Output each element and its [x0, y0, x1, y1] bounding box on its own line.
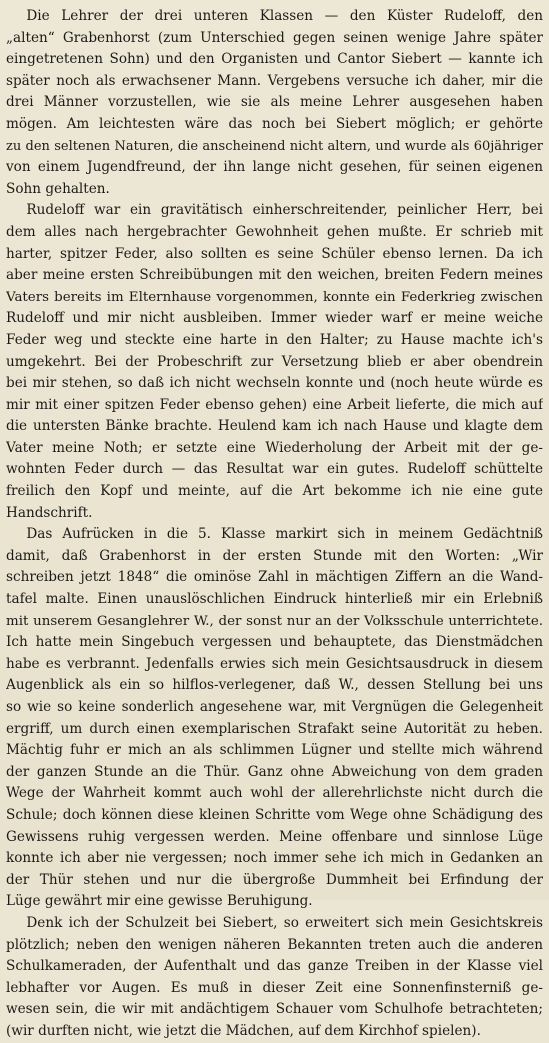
text-line: mögen. Am leichtesten wäre das noch bei Siebert möglich; er gehörte — [6, 115, 543, 132]
text-line: mit unserem Gesanglehrer W., der sonst nur an der Volksschule unterrichtete. — [6, 613, 543, 629]
text-line: Handschrift. — [6, 504, 93, 521]
text-line: Die Lehrer der drei unteren Klassen — den Küster Rudeloff, den — [26, 8, 543, 24]
text-line: Feder weg und steckte eine harte in den Halter; zu Hause machte ich's — [6, 331, 543, 348]
text-line: (wir durften nicht, wie jetzt die Mädchen, auf dem Kirchhof spielen). — [6, 1022, 481, 1039]
text-line: habe es verbrannt. Jedenfalls erwies sich mein Gesichtsausdruck in diesem — [6, 655, 543, 672]
text-line: Vater meine Noth; er setzte eine Wiederholung der Arbeit mit der ge- — [6, 439, 543, 456]
text-line: Mächtig fuhr er mich an als schlimmen Lügner und stellte mich während — [6, 742, 543, 759]
paragraph — [6, 6, 543, 200]
text-line: damit, daß Grabenhorst in der ersten Stunde mit den Worten: „Wir — [6, 547, 543, 564]
text-line: von einem Jugendfreund, der ihn lange nicht gesehen, für seinen eigenen — [6, 159, 543, 176]
text-line: zu den seltenen Naturen, die anscheinend nicht altern, und wurde als 60jähriger — [6, 138, 543, 154]
text-line: mir mit einer spitzen Feder ebenso gehen) eine Arbeit lieferte, die mich auf — [6, 396, 543, 413]
text-line: umgekehrt. Bei der Probeschrift zur Versetzung blieb er aber obendrein — [6, 353, 543, 370]
paragraph — [6, 200, 543, 524]
text-line: Rudeloff und mir nicht ausbleiben. Immer wieder warf er meine weiche — [6, 310, 543, 327]
text-line: die untersten Bänke brachte. Heulend kam ich nach Hause und klagte dem — [6, 418, 543, 435]
text-line: Schulkameraden, der Aufenthalt und das ganze Treiben in der Klasse viel — [6, 958, 543, 975]
text-line: Das Aufrücken in die 5. Klasse markirt sich in meinem Gedächtniß — [26, 526, 543, 543]
text-line: aber meine ersten Schreibübungen mit den weichen, breiten Federn meines — [6, 267, 543, 284]
text-line: dem alles nach hergebrachter Gewohnheit gehen mußte. Er schrieb mit — [6, 223, 543, 240]
text-line: Vaters bereits im Elternhause vorgenommen, konnte ein Federkrieg zwischen — [6, 289, 543, 305]
text-line: harter, spitzer Feder, also sollten es seine Schüler ebenso lernen. Da ich — [6, 245, 543, 262]
text-line: „alten“ Grabenhorst (zum Unterschied gegen seinen wenige Jahre später — [6, 29, 543, 46]
text-line: Ich hatte mein Singebuch vergessen und behauptete, das Dienstmädchen — [6, 634, 543, 651]
text-line: ergriff, um durch einen exemplarischen Strafakt seine Autorität zu heben. — [6, 720, 543, 737]
text-line: drei Männer vorzustellen, wie sie als meine Lehrer ausgesehen haben — [6, 94, 543, 111]
text-line: später noch als erwachsener Mann. Vergebens versuche ich daher, mir die — [6, 72, 543, 89]
text-line: der Thür stehen und nur die übergroße Dummheit bei Erfindung der — [6, 871, 543, 888]
paragraph — [6, 913, 543, 1043]
paragraph — [6, 524, 543, 913]
text-line: wohnten Feder durch — das Resultat war ein gutes. Rudeloff schüttelte — [6, 461, 543, 478]
text-line: Lüge gewährt mir eine gewisse Beruhigung. — [6, 893, 313, 910]
text-line: Denk ich der Schulzeit bei Siebert, so erweitert sich mein Gesichtskreis — [26, 914, 543, 931]
text-line: lebhafter vor Augen. Es muß in dieser Zeit eine Sonnenfinsterniß ge- — [6, 979, 543, 996]
text-line: freilich den Kopf und meinte, auf die Art bekomme ich nie eine gute — [6, 483, 543, 500]
text-line: Rudeloff war ein gravitätisch einherschreitender, peinlicher Herr, bei — [26, 202, 543, 219]
text-line: Gewissens ruhig vergessen werden. Meine offenbare und sinnlose Lüge — [6, 828, 543, 845]
text-line: Schule; doch können diese kleinen Schritte vom Wege ohne Schädigung des — [6, 806, 543, 823]
text-line: Wege der Wahrheit kommt auch wohl der allerehrlichste nicht durch die — [6, 785, 543, 802]
text-line: wesen sein, die wir mit andächtigem Schauer vom Schulhofe betrachteten; — [6, 1001, 543, 1018]
text-line: Sohn gehalten. — [6, 180, 110, 197]
text-line: Augenblick als ein so hilflos-verlegener, daß W., dessen Stellung bei uns — [6, 677, 543, 694]
text-line: bei mir stehen, so daß ich nicht wechseln konnte und (noch heute würde es — [6, 375, 543, 392]
text-line: eingetretenen Sohn) und den Organisten und Cantor Siebert — kannte ich — [6, 51, 543, 68]
text-line: so wie so keine sonderlich angesehene war, mit Vergnügen die Gelegenheit — [6, 699, 543, 715]
text-line: konnte ich aber nie vergessen; noch immer sehe ich mich in Gedanken an — [6, 850, 543, 867]
text-line: plötzlich; neben den wenigen näheren Bekannten treten auch die anderen — [6, 936, 543, 953]
text-line: der ganzen Stunde an die Thür. Ganz ohne Abweichung von dem graden — [6, 763, 543, 780]
text-line: tafel malte. Einen unauslöschlichen Eindruck hinterließ mir ein Erlebniß — [6, 591, 543, 608]
body-text — [6, 6, 543, 1043]
text-line: schreiben jetzt 1848“ die ominöse Zahl in mächtigen Ziffern an die Wand- — [6, 569, 543, 586]
